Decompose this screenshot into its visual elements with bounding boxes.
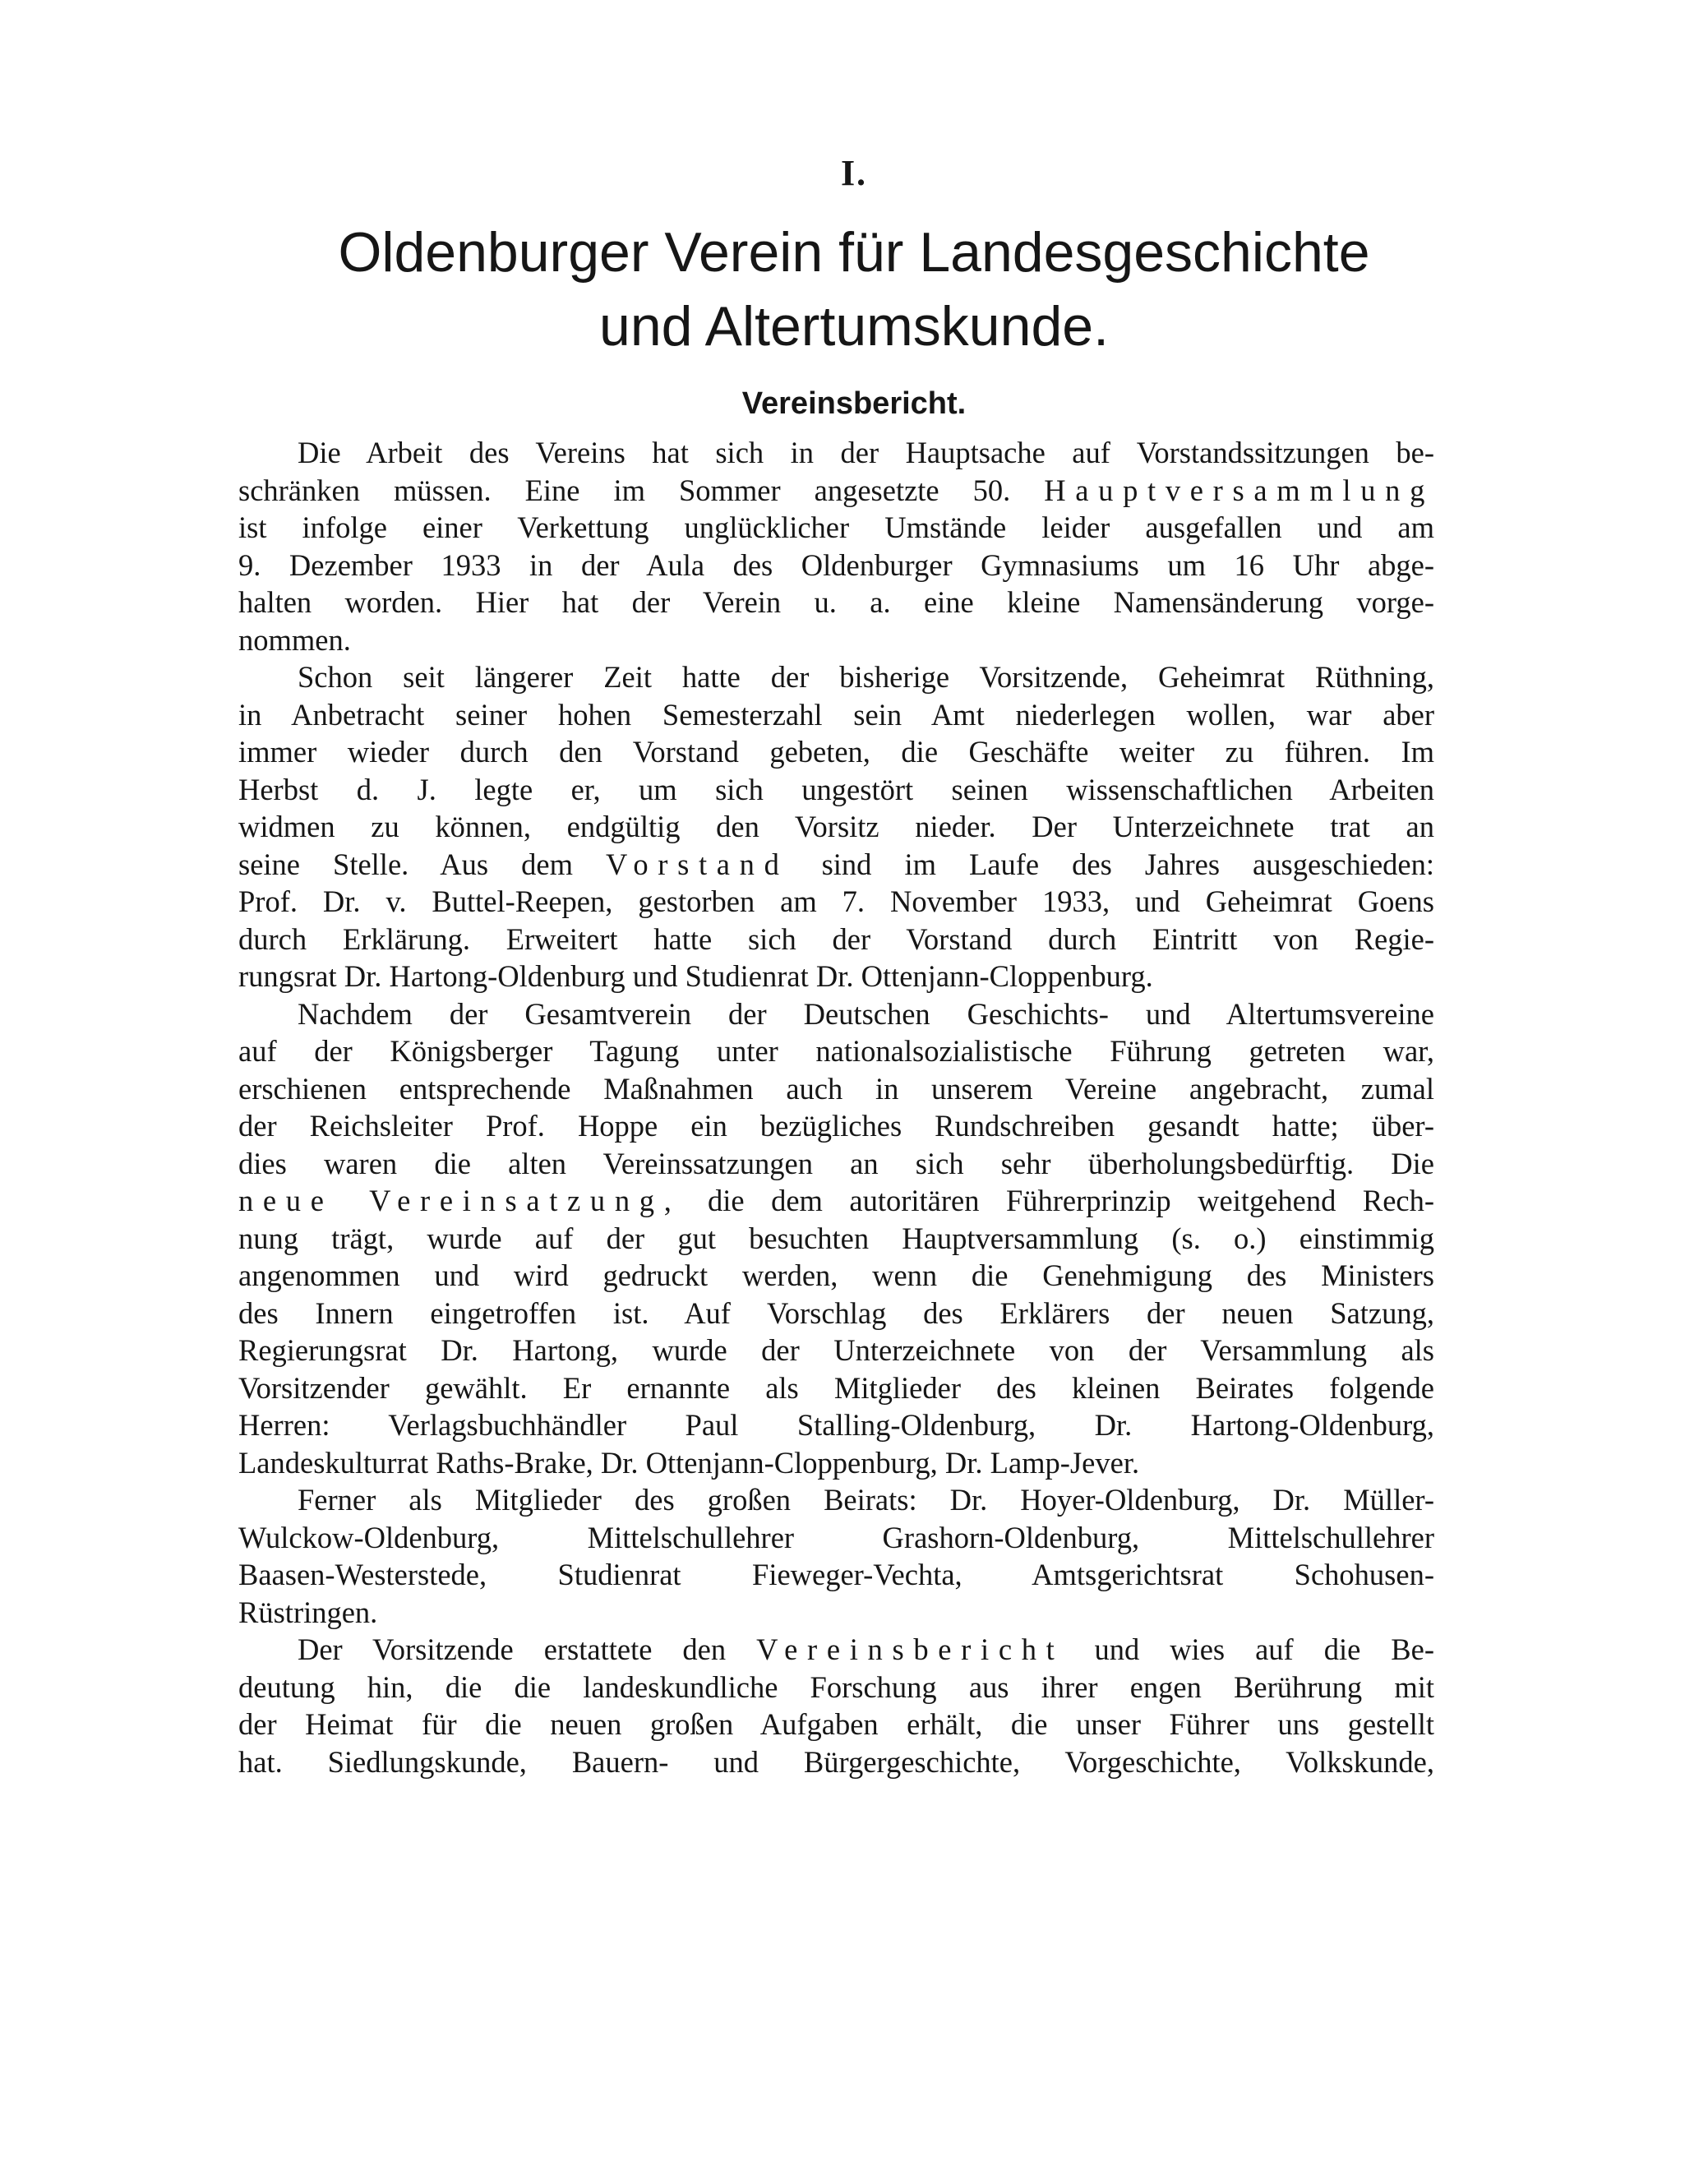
text-line: angenommen und wird gedruckt werden, wenn die Genehmigung des Ministers [238,1258,1434,1292]
text-line: dies waren die alten Vereinssatzungen an sich sehr überholungsbedürftig. Die [238,1146,1434,1180]
text-line: ist infolge einer Verkettung unglücklicher Umstände leider ausgefallen und am [238,510,1434,544]
text-line: Baasen-Westerstede, Studienrat Fieweger-Vechta, Amtsgerichtsrat Schohusen- [238,1558,1434,1591]
text-line: Herren: Verlagsbuchhändler Paul Stalling-Oldenburg, Dr. Hartong-Oldenburg, [238,1408,1434,1442]
text-line: nommen. [238,622,351,657]
text-line: Der Vorsitzende erstattete den Vereinsbericht und wies auf die Be- [298,1632,1434,1666]
text-line: Rüstringen. [238,1595,378,1629]
text-line: nung trägt, wurde auf der gut besuchten Hauptversammlung (s. o.) einstimmig [238,1221,1434,1255]
text-line: schränken müssen. Eine im Sommer angesetzte 50. Hauptversammlung [238,473,1435,507]
text-line: auf der Königsberger Tagung unter nationalsozialistische Führung getreten war, [238,1034,1434,1068]
text-line: in Anbetracht seiner hohen Semesterzahl sein Amt niederlegen wollen, war aber [238,697,1434,732]
text-line: 9. Dezember 1933 in der Aula des Oldenburger Gymnasiums um 16 Uhr abge- [238,547,1434,582]
text-line: Nachdem der Gesamtverein der Deutschen Geschichts- und Altertumsvereine [298,996,1434,1031]
section-number: I. [840,153,868,193]
title-line-1: Oldenburger Verein für Landesgeschichte [338,221,1370,284]
spaced-emphasis: neue Vereinsatzung, [238,1184,681,1217]
text-line: des Innern eingetroffen ist. Auf Vorschlag des Erklärers der neuen Satzung, [238,1295,1434,1330]
text-line: Ferner als Mitglieder des großen Beirats: Dr. Hoyer-Oldenburg, Dr. Müller- [298,1483,1434,1517]
text-line: widmen zu können, endgültig den Vorsitz nieder. Der Unterzeichnete trat an [238,810,1434,843]
text-line: Regierungsrat Dr. Hartong, wurde der Unterzeichnete von der Versammlung als [238,1333,1434,1367]
text-line: hat. Siedlungskunde, Bauern- und Bürgergeschichte, Vorgeschichte, Volkskunde, [238,1744,1434,1779]
text-line: deutung hin, die die landeskundliche Forschung aus ihrer engen Berührung mit [238,1669,1434,1704]
text-line: erschienen entsprechende Maßnahmen auch in unserem Vereine angebracht, zumal [238,1071,1434,1106]
spaced-emphasis: Vereinsbericht [756,1632,1064,1666]
report-body [238,434,1434,1780]
text-line: Vorsitzender gewählt. Er ernannte als Mitglieder des kleinen Beirates folgende [238,1370,1434,1405]
text-line: Wulckow-Oldenburg, Mittelschullehrer Grashorn-Oldenburg, Mittelschullehrer [238,1520,1434,1554]
text-line: der Reichsleiter Prof. Hoppe ein bezügliches Rundschreiben gesandt hatte; über- [238,1109,1434,1143]
text-line: halten worden. Hier hat der Verein u. a. eine kleine Namensänderung vorge- [238,585,1434,619]
spaced-emphasis: Hauptversammlung [1044,473,1435,507]
section-heading: Vereinsbericht. [741,386,967,421]
text-line: Prof. Dr. v. Buttel-Reepen, gestorben am 7. November 1933, und Geheimrat Goens [238,884,1434,918]
text-line: immer wieder durch den Vorstand gebeten, die Geschäfte weiter zu führen. Im [238,735,1434,769]
text-line: Landeskulturrat Raths-Brake, Dr. Ottenjann-Cloppenburg, Dr. Lamp-Jever. [238,1445,1140,1480]
title-line-2: und Altertumskunde. [599,295,1109,358]
text-line: Die Arbeit des Vereins hat sich in der Hauptsache auf Vorstandssitzungen be- [298,436,1434,469]
spaced-emphasis: Vorstand [606,847,789,881]
text-line: seine Stelle. Aus dem Vorstand sind im Laufe des Jahres ausgeschieden: [238,847,1435,881]
text-line: Herbst d. J. legte er, um sich ungestört seinen wissenschaftlichen Arbeiten [238,772,1434,806]
text-line: rungsrat Dr. Hartong-Oldenburg und Studienrat Dr. Ottenjann-Cloppenburg. [238,959,1153,993]
text-line: durch Erklärung. Erweitert hatte sich der Vorstand durch Eintritt von Regie- [238,921,1434,956]
page-title [0,215,1708,363]
text-line: neue Vereinsatzung, die dem autoritären Führerprinzip weitgehend Rech- [238,1184,1435,1217]
text-line: der Heimat für die neuen großen Aufgaben erhält, die unser Führer uns gestellt [238,1707,1434,1741]
text-line: Schon seit längerer Zeit hatte der bisherige Vorsitzende, Geheimrat Rüthning, [298,660,1434,694]
